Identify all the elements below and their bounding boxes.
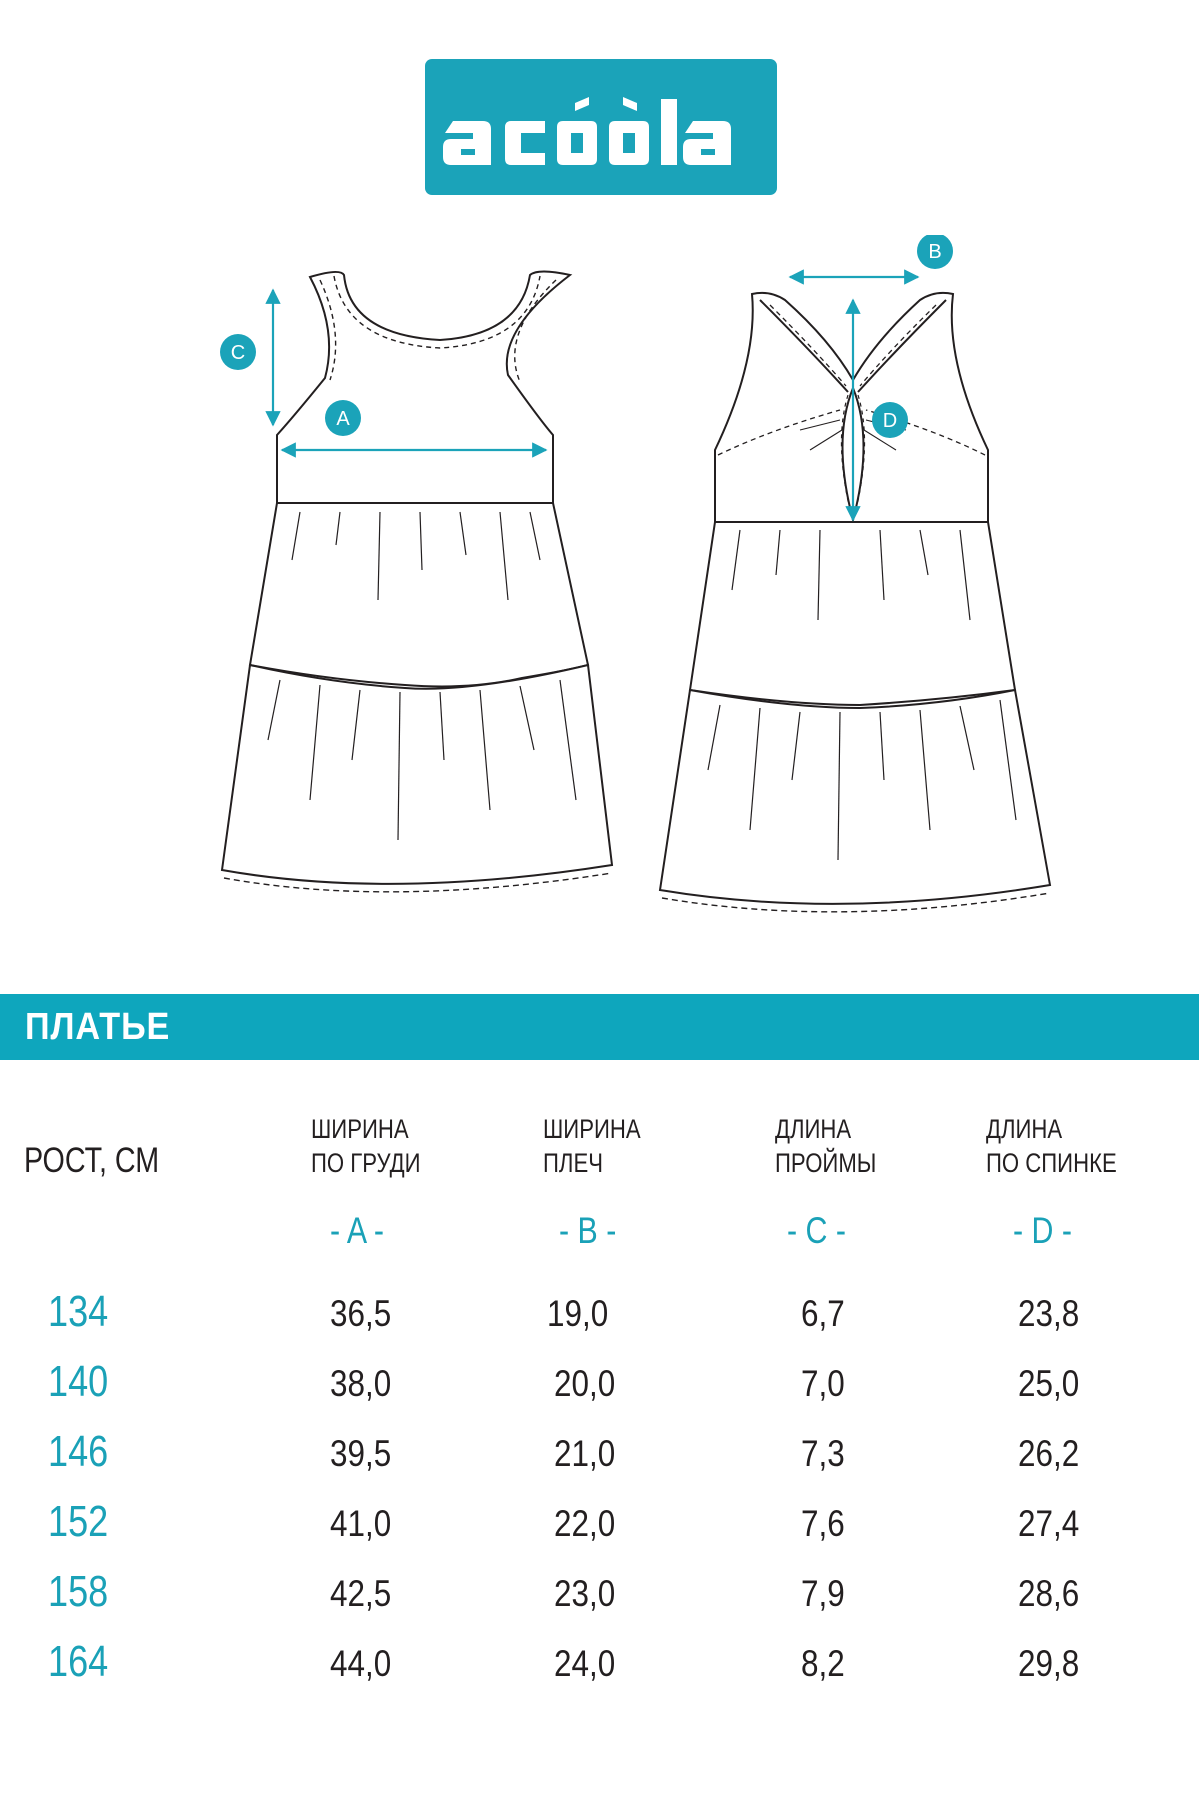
column-header-b-line1: ШИРИНА: [543, 1114, 641, 1144]
value-cell-d: 27,4: [1018, 1503, 1080, 1544]
svg-text:C: C: [230, 342, 246, 364]
column-header-a-line1: ШИРИНА: [311, 1114, 409, 1144]
marker-b: [917, 235, 953, 269]
value-cell-a: 39,5: [330, 1433, 392, 1474]
value-cell-d: 26,2: [1018, 1433, 1080, 1474]
column-letter-b: - B -: [559, 1210, 617, 1251]
value-cell-b: 21,0: [554, 1433, 616, 1474]
column-letter-a: - A -: [330, 1210, 384, 1251]
value-cell-b: 20,0: [554, 1363, 616, 1404]
height-header: [24, 1141, 160, 1180]
value-cell-b: 19,0: [547, 1293, 609, 1334]
acoola-logo-icon: [425, 59, 777, 195]
column-header-d-line2: ПО СПИНКЕ: [986, 1148, 1117, 1178]
value-cell-c: 7,0: [801, 1363, 845, 1404]
column-header-c: [775, 1112, 876, 1180]
brand-logo: [425, 59, 777, 195]
value-cell-d: 25,0: [1018, 1363, 1080, 1404]
marker-c: [220, 334, 256, 370]
column-letter-c: - C -: [787, 1210, 846, 1251]
table-row: [0, 1287, 1199, 1347]
value-cell-c: 7,9: [801, 1573, 845, 1614]
column-letter-d: - D -: [1013, 1210, 1072, 1251]
height-cell: 158: [48, 1567, 109, 1616]
column-header-b: [543, 1112, 641, 1180]
height-cell: 140: [48, 1357, 109, 1406]
table-row: [0, 1567, 1199, 1627]
table-row: [0, 1637, 1199, 1697]
table-row: [0, 1497, 1199, 1557]
value-cell-c: 7,3: [801, 1433, 845, 1474]
height-cell: 134: [48, 1287, 109, 1336]
title-bar: [0, 994, 1199, 1060]
value-cell-d: 29,8: [1018, 1643, 1080, 1684]
value-cell-d: 23,8: [1018, 1293, 1080, 1334]
height-cell: 152: [48, 1497, 109, 1546]
svg-text:D: D: [882, 410, 898, 432]
value-cell-c: 7,6: [801, 1503, 845, 1544]
height-cell: 164: [48, 1637, 109, 1686]
marker-d: [872, 402, 908, 438]
value-cell-d: 28,6: [1018, 1573, 1080, 1614]
svg-text:B: B: [928, 241, 942, 263]
value-cell-a: 36,5: [330, 1293, 392, 1334]
value-cell-a: 44,0: [330, 1643, 392, 1684]
column-header-a-line2: ПО ГРУДИ: [311, 1148, 421, 1178]
value-cell-c: 6,7: [801, 1293, 845, 1334]
table-row: [0, 1357, 1199, 1417]
value-cell-b: 23,0: [554, 1573, 616, 1614]
marker-a: [325, 400, 361, 436]
dress-back-view: [660, 293, 1050, 912]
value-cell-a: 38,0: [330, 1363, 392, 1404]
dress-diagram: [0, 235, 1199, 935]
svg-text:A: A: [336, 408, 350, 430]
value-cell-c: 8,2: [801, 1643, 845, 1684]
height-cell: 146: [48, 1427, 109, 1476]
value-cell-a: 41,0: [330, 1503, 392, 1544]
table-row: [0, 1427, 1199, 1487]
value-cell-b: 22,0: [554, 1503, 616, 1544]
column-header-b-line2: ПЛЕЧ: [543, 1148, 603, 1178]
column-header-c-line2: ПРОЙМЫ: [775, 1148, 877, 1178]
value-cell-a: 42,5: [330, 1573, 392, 1614]
column-header-c-line1: ДЛИНА: [775, 1114, 852, 1144]
page-title: ПЛАТЬЕ: [25, 1006, 171, 1048]
height-header-text: РОСТ, СМ: [24, 1141, 160, 1180]
dress-front-view: [222, 272, 612, 892]
column-header-d: [986, 1112, 1117, 1180]
column-header-d-line1: ДЛИНА: [986, 1114, 1063, 1144]
value-cell-b: 24,0: [554, 1643, 616, 1684]
column-header-a: [311, 1112, 421, 1180]
